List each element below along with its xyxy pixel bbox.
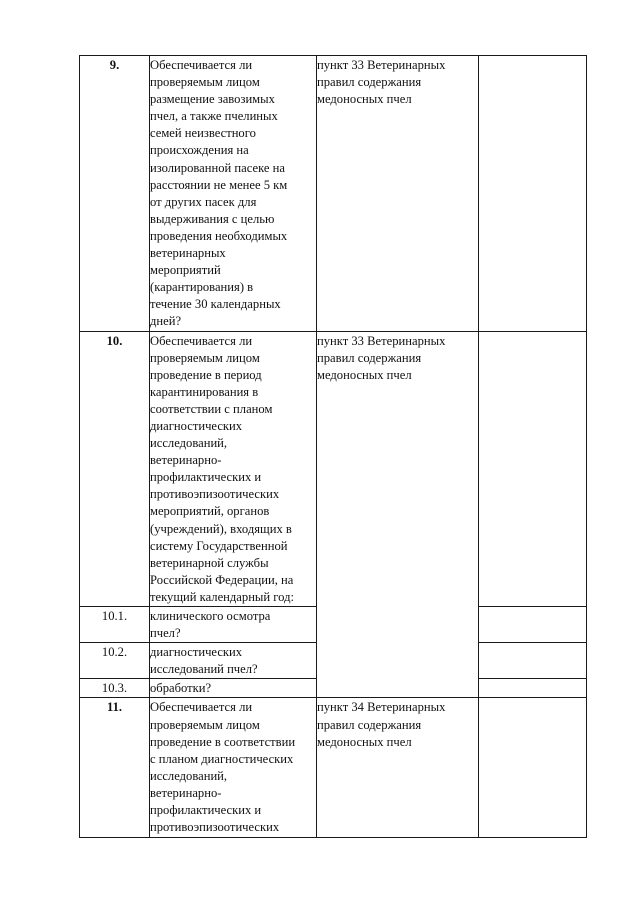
question-line: изолированной пасеке на bbox=[150, 160, 285, 175]
answer-cell[interactable] bbox=[479, 331, 587, 607]
question-line: Обеспечивается ли bbox=[150, 333, 253, 348]
reference-cell bbox=[317, 56, 479, 332]
checklist-table bbox=[79, 55, 587, 838]
reference-line: правил содержания bbox=[317, 717, 422, 732]
question-line: ветеринарно- bbox=[150, 785, 222, 800]
row-number: 10.2. bbox=[80, 643, 150, 679]
question-line: проверяемым лицом bbox=[150, 350, 260, 365]
question-line: выдерживания с целью bbox=[150, 211, 275, 226]
answer-cell[interactable] bbox=[479, 679, 587, 698]
reference-cell-continued bbox=[317, 643, 479, 679]
question-line: исследований пчел? bbox=[150, 662, 258, 677]
question-line: ветеринарной службы bbox=[150, 555, 269, 570]
table-row bbox=[80, 643, 587, 679]
question-line: дней? bbox=[150, 314, 182, 329]
question-line: семей неизвестного bbox=[150, 126, 256, 141]
question-line: проверяемым лицом bbox=[150, 75, 260, 90]
question-cell bbox=[150, 679, 317, 698]
question-line: (карантирования) в bbox=[150, 280, 254, 295]
question-line: исследований, bbox=[150, 436, 228, 451]
question-line: клинического осмотра bbox=[150, 609, 271, 623]
row-number: 9. bbox=[80, 56, 150, 332]
question-line: Российской Федерации, на bbox=[150, 572, 294, 587]
question-line: соответствии с планом bbox=[150, 401, 273, 416]
question-line: исследований, bbox=[150, 768, 228, 783]
question-line: проверяемым лицом bbox=[150, 717, 260, 732]
question-line: происхождения на bbox=[150, 143, 249, 158]
reference-cell-continued bbox=[317, 679, 479, 698]
question-line: мероприятий, органов bbox=[150, 504, 270, 519]
question-line: диагностических bbox=[150, 418, 243, 433]
question-line: пчел? bbox=[150, 626, 181, 641]
question-line: с планом диагностических bbox=[150, 751, 294, 766]
question-line: диагностических bbox=[150, 645, 243, 660]
reference-line: медоносных пчел bbox=[317, 367, 412, 382]
question-line: от других пасек для bbox=[150, 194, 257, 209]
table-row bbox=[80, 607, 587, 643]
question-line: систему Государственной bbox=[150, 538, 288, 553]
question-line: профилактических и bbox=[150, 470, 262, 485]
question-line: расстоянии не менее 5 км bbox=[150, 177, 288, 192]
reference-line: медоносных пчел bbox=[317, 92, 412, 107]
question-cell bbox=[150, 698, 317, 838]
question-line: текущий календарный год: bbox=[150, 589, 294, 604]
answer-cell[interactable] bbox=[479, 607, 587, 643]
question-line: обработки? bbox=[150, 681, 212, 696]
row-number: 10.3. bbox=[80, 679, 150, 698]
table-row bbox=[80, 679, 587, 698]
answer-cell[interactable] bbox=[479, 698, 587, 838]
question-line: ветеринарно- bbox=[150, 453, 222, 468]
reference-cell-continued bbox=[317, 607, 479, 643]
table-row bbox=[80, 331, 587, 607]
question-line: (учреждений), входящих в bbox=[150, 521, 292, 536]
question-line: профилактических и bbox=[150, 803, 262, 818]
table-row bbox=[80, 56, 587, 332]
reference-line: пункт 34 Ветеринарных bbox=[317, 700, 446, 715]
question-line: размещение завозимых bbox=[150, 92, 275, 107]
question-line: противоэпизоотических bbox=[150, 820, 280, 835]
question-line: Обеспечивается ли bbox=[150, 700, 253, 715]
question-cell bbox=[150, 607, 317, 643]
question-line: течение 30 календарных bbox=[150, 297, 281, 312]
question-line: карантинирования в bbox=[150, 384, 259, 399]
row-number: 10.1. bbox=[80, 607, 150, 643]
answer-cell[interactable] bbox=[479, 56, 587, 332]
answer-cell[interactable] bbox=[479, 643, 587, 679]
reference-line: пункт 33 Ветеринарных bbox=[317, 333, 446, 348]
question-line: ветеринарных bbox=[150, 246, 226, 261]
question-line: пчел, а также пчелиных bbox=[150, 109, 278, 124]
question-cell bbox=[150, 331, 317, 607]
reference-line: правил содержания bbox=[317, 75, 422, 90]
question-line: проведения необходимых bbox=[150, 228, 288, 243]
reference-cell bbox=[317, 698, 479, 838]
question-cell bbox=[150, 643, 317, 679]
row-number: 10. bbox=[80, 331, 150, 607]
reference-cell bbox=[317, 331, 479, 607]
question-line: проведение в период bbox=[150, 367, 262, 382]
question-cell bbox=[150, 56, 317, 332]
question-line: мероприятий bbox=[150, 263, 221, 278]
row-number: 11. bbox=[80, 698, 150, 838]
question-line: Обеспечивается ли bbox=[150, 58, 253, 72]
table-row bbox=[80, 698, 587, 838]
question-line: проведение в соответствии bbox=[150, 734, 296, 749]
reference-line: правил содержания bbox=[317, 350, 422, 365]
reference-line: пункт 33 Ветеринарных bbox=[317, 58, 446, 72]
question-line: противоэпизоотических bbox=[150, 487, 280, 502]
reference-line: медоносных пчел bbox=[317, 734, 412, 749]
